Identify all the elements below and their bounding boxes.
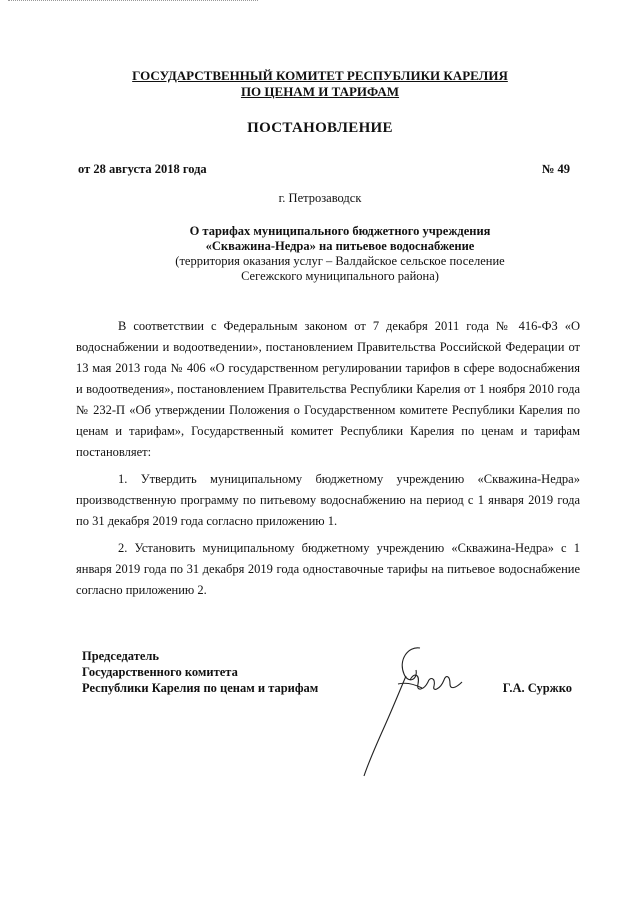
body-paragraph-item-1: 1. Утвердить муниципальному бюджетному учреждению «Скважина-Недра» производственную программу по питьевому водоснабжению на период с 1 января 2019 года по 31 декабря 2019 года согласно приложению 1. bbox=[76, 472, 580, 528]
signatory-name: Г.А. Суржко bbox=[502, 681, 572, 695]
subject-line-3: (территория оказания услуг – Валдайское сельское поселение bbox=[175, 254, 505, 268]
document-subject bbox=[120, 224, 560, 284]
subject-line-1: О тарифах муниципального бюджетного учреждения bbox=[189, 224, 491, 238]
document-type-title: ПОСТАНОВЛЕНИЕ bbox=[247, 120, 393, 136]
signatory-title-line-1: Председатель bbox=[82, 649, 160, 663]
body-paragraph-preamble: В соответствии с Федеральным законом от 7 декабря 2011 года № 416-ФЗ «О водоснабжении и водоотведении», постановлением Правительства Российской Федерации от 13 мая 2013 года № 406 «О государственном регулировании тарифов в сфере водоснабжения и водоотведения», постановлением Правительства Республики Карелия от 1 ноября 2010 года № 232-П «Об утверждении Положения о Государственном комитете Республики Карелия по ценам и тарифам», Государственный комитет Республики Карелия по ценам и тарифам постановляет: bbox=[76, 319, 580, 459]
issuer-line-1: ГОСУДАРСТВЕННЫЙ КОМИТЕТ РЕСПУБЛИКИ КАРЕЛИЯ bbox=[132, 68, 508, 83]
document-body bbox=[76, 316, 580, 607]
subject-line-4: Сегежского муниципального района) bbox=[241, 269, 439, 283]
issuer-line-2: ПО ЦЕНАМ И ТАРИФАМ bbox=[240, 84, 400, 99]
document-number: № 49 bbox=[541, 162, 570, 176]
document-date: от 28 августа 2018 года bbox=[78, 162, 207, 176]
issuer-header bbox=[0, 68, 640, 100]
scan-edge-line bbox=[8, 0, 258, 3]
subject-line-2: «Скважина-Недра» на питьевое водоснабжение bbox=[205, 239, 475, 253]
signatory-title-line-3: Республики Карелия по ценам и тарифам bbox=[82, 681, 319, 695]
signatory-title bbox=[82, 648, 318, 696]
body-paragraph-item-2: 2. Установить муниципальному бюджетному учреждению «Скважина-Недра» с 1 января 2019 года по 31 декабря 2019 года одноставочные тарифы на питьевое водоснабжение согласно приложению 2. bbox=[76, 541, 580, 597]
handwritten-signature bbox=[358, 640, 468, 780]
document-city: г. Петрозаводск bbox=[278, 191, 362, 205]
signatory-title-line-2: Государственного комитета bbox=[82, 665, 238, 679]
